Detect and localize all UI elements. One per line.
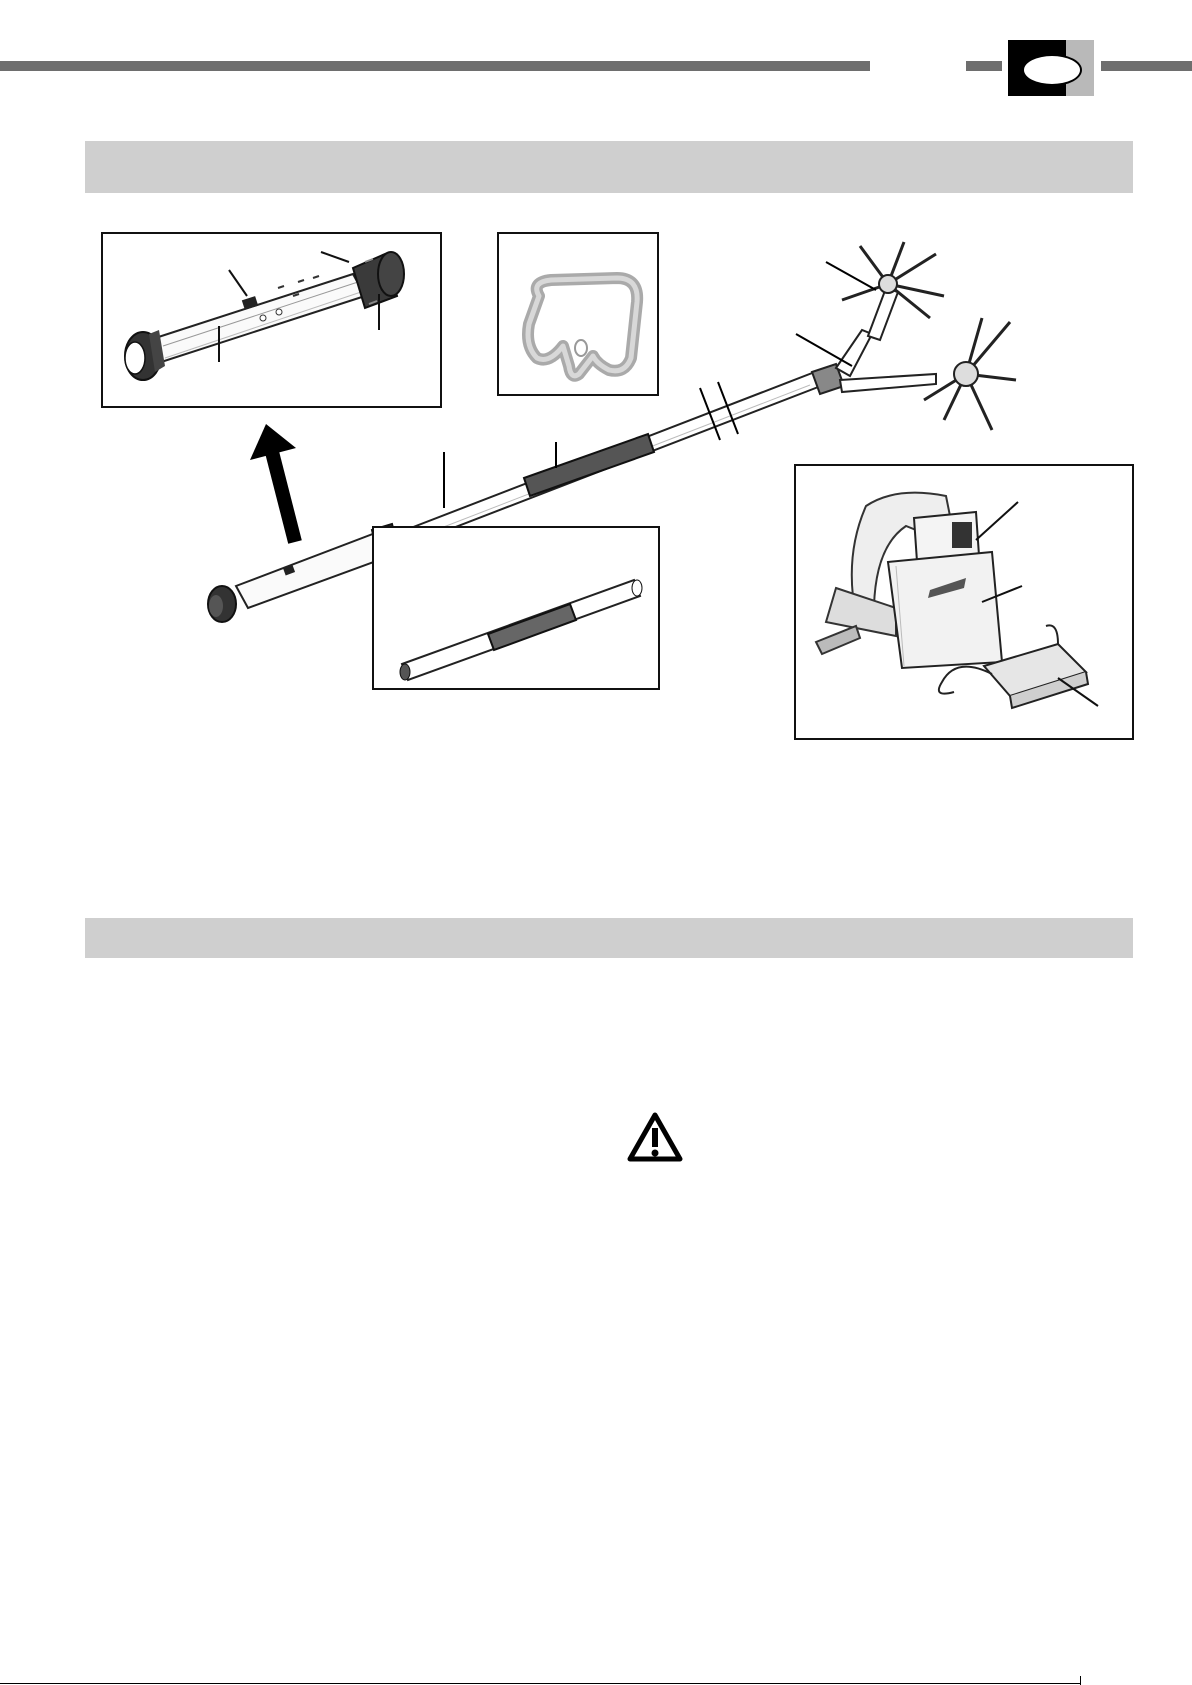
harvesting-head-icon (796, 242, 1016, 430)
direction-arrow-icon (250, 424, 296, 542)
shaft-detail-icon (374, 528, 658, 688)
footer-rule (0, 1683, 1080, 1684)
footer-tick (1080, 1676, 1081, 1685)
shock-absorbing-grip-icon (524, 434, 654, 496)
shaft-detail-frame (372, 526, 660, 690)
warning-triangle-icon (626, 1111, 684, 1163)
section-heading-band-2 (85, 918, 1133, 958)
